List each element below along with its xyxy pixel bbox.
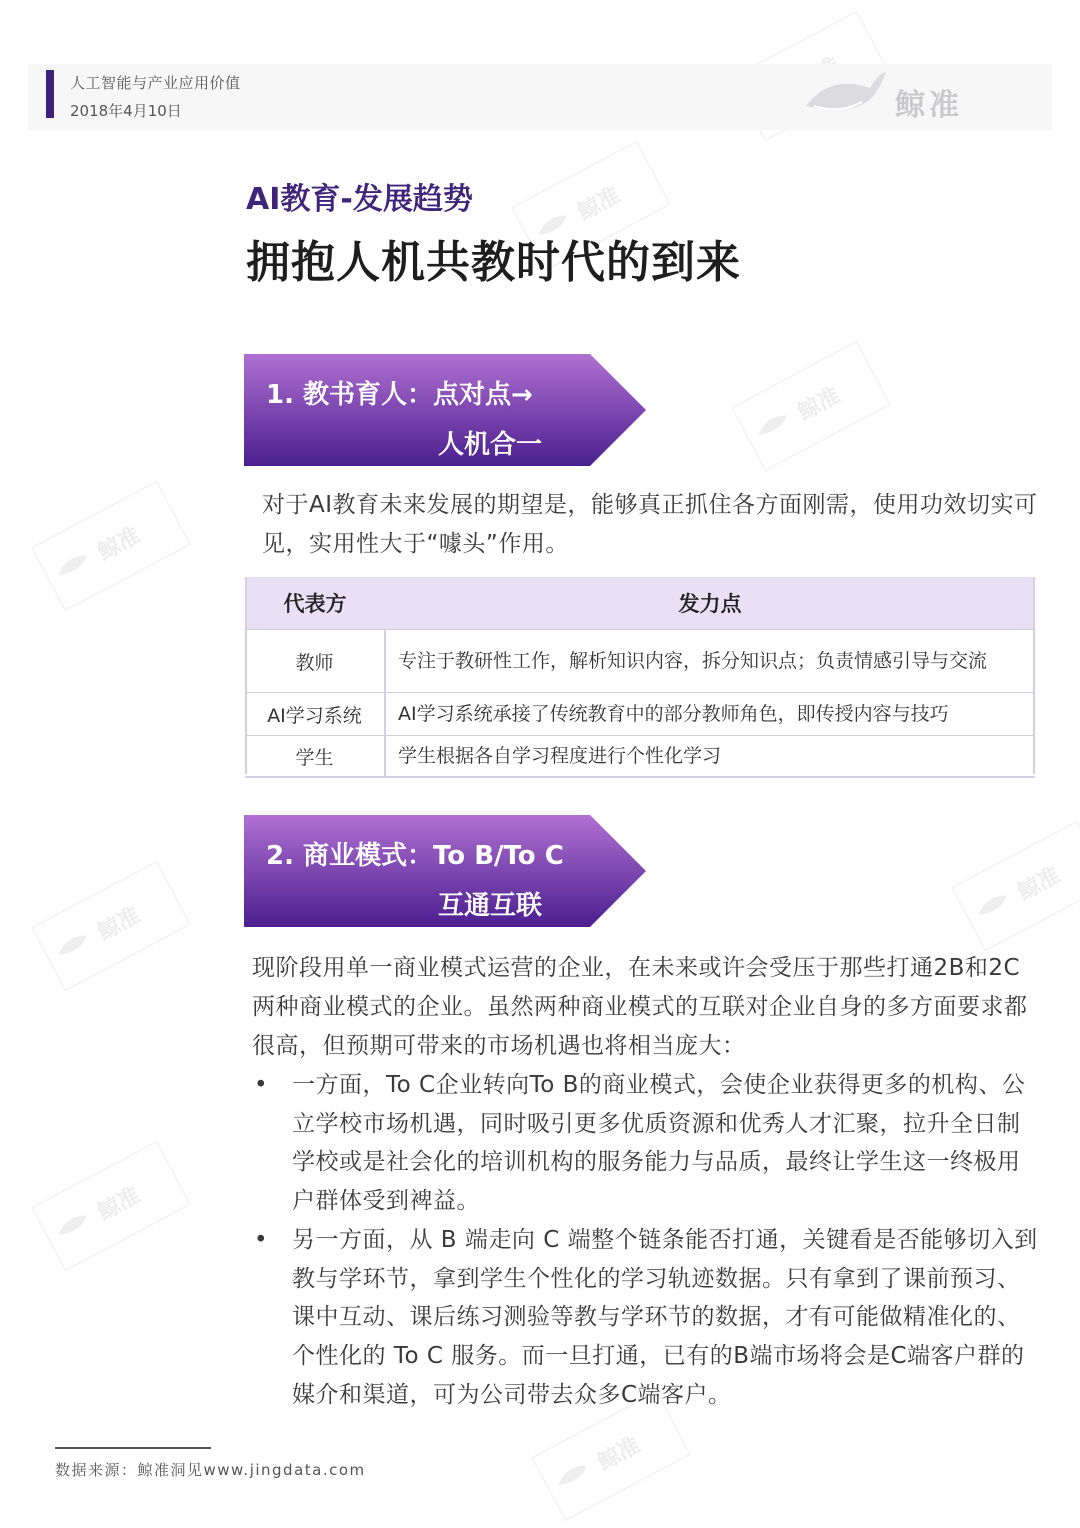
header-accent-bar [46, 70, 54, 118]
table-row [245, 630, 1035, 693]
section-kicker: AI教育-发展趋势 [246, 182, 473, 217]
bullet-list [252, 1066, 1042, 1414]
logo-text: 鲸准 [895, 88, 963, 123]
list-item-text: 一方面，To C企业转向To B的商业模式，会使企业获得更多的机构、公立学校市场机遇，同时吸引更多优质资源和优秀人才汇聚，拉升全日制学校或是社会化的培训机构的服务能力与品质，最终让学生这一终极用户群体受到裨益。 [292, 1072, 1026, 1215]
watermark: 鲸准 [511, 141, 670, 271]
whale-icon [550, 1455, 597, 1495]
list-item [252, 1221, 1042, 1415]
table-cell: 学生根据各自学习程度进行个性化学习 [385, 736, 1035, 778]
data-source: 数据来源：鲸准洞见www.jingdata.com [55, 1461, 366, 1479]
footer-rule [55, 1447, 211, 1449]
whale-icon [750, 405, 797, 445]
table-cell: 学生 [245, 736, 385, 778]
report-date: 2018年4月10日 [70, 102, 182, 120]
section-2-paragraph: 现阶段用单一商业模式运营的企业，在未来或许会受压于那些打通2B和2C两种商业模式的企业。虽然两种商业模式的互联对企业自身的多方面要求都很高，但预期可带来的市场机遇也将相当庞大： [252, 955, 1028, 1059]
watermark: 鲸准 [31, 1141, 190, 1271]
table-cell: 专注于教研性工作，解析知识内容，拆分知识点；负责情感引导与交流 [385, 630, 1035, 693]
whale-icon [50, 925, 97, 965]
table-row [245, 693, 1035, 736]
roles-table [245, 577, 1035, 778]
list-item-text: 另一方面，从 B 端走向 C 端整个链条能否打通，关键看是否能够切入到教与学环节，拿到学生个性化的学习轨迹数据。只有拿到了课前预习、课中互动、课后练习测验等教与学环节的数据，才有可能做精准化的、个性化的 To C 服务。而一旦打通，已有的B端市场将会是C端客户群的媒介和渠道，可为公司带去众多C端客户。 [292, 1226, 1038, 1408]
banner-subheading: 人机合一 [438, 430, 543, 460]
bullet-icon: • [254, 1072, 269, 1098]
whale-icon [970, 885, 1017, 925]
banner-heading: 2. 商业模式：To B/To C [266, 841, 564, 871]
table-cell: AI学习系统 [245, 693, 385, 736]
page-title: 拥抱人机共教时代的到来 [246, 237, 741, 288]
whale-icon [800, 66, 890, 126]
table-header-cell: 代表方 [245, 577, 385, 630]
watermark: 鲸准 [531, 1391, 690, 1521]
watermark: 鲸准 [31, 861, 190, 991]
watermark: 鲸准 [731, 341, 890, 471]
whale-icon [50, 545, 97, 585]
section-banner-1 [244, 354, 646, 466]
table-cell: 教师 [245, 630, 385, 693]
list-item [252, 1066, 1042, 1221]
table-header-cell: 发力点 [385, 577, 1035, 630]
table-cell: AI学习系统承接了传统教育中的部分教师角色，即传授内容与技巧 [385, 693, 1035, 736]
section-banner-2 [244, 815, 646, 927]
section-1-paragraph: 对于AI教育未来发展的期望是，能够真正抓住各方面刚需，使用功效切实可见，实用性大于“噱头”作用。 [262, 492, 1038, 557]
table-row [245, 736, 1035, 778]
whale-icon [50, 1205, 97, 1245]
banner-heading: 1. 教书育人：点对点→ [266, 380, 533, 410]
table-header-row [245, 577, 1035, 630]
watermark: 鲸准 [31, 481, 190, 611]
report-title: 人工智能与产业应用价值 [70, 74, 241, 92]
bullet-icon: • [254, 1226, 269, 1253]
banner-subheading: 互通互联 [438, 891, 543, 921]
watermark: 鲸准 [951, 821, 1080, 951]
